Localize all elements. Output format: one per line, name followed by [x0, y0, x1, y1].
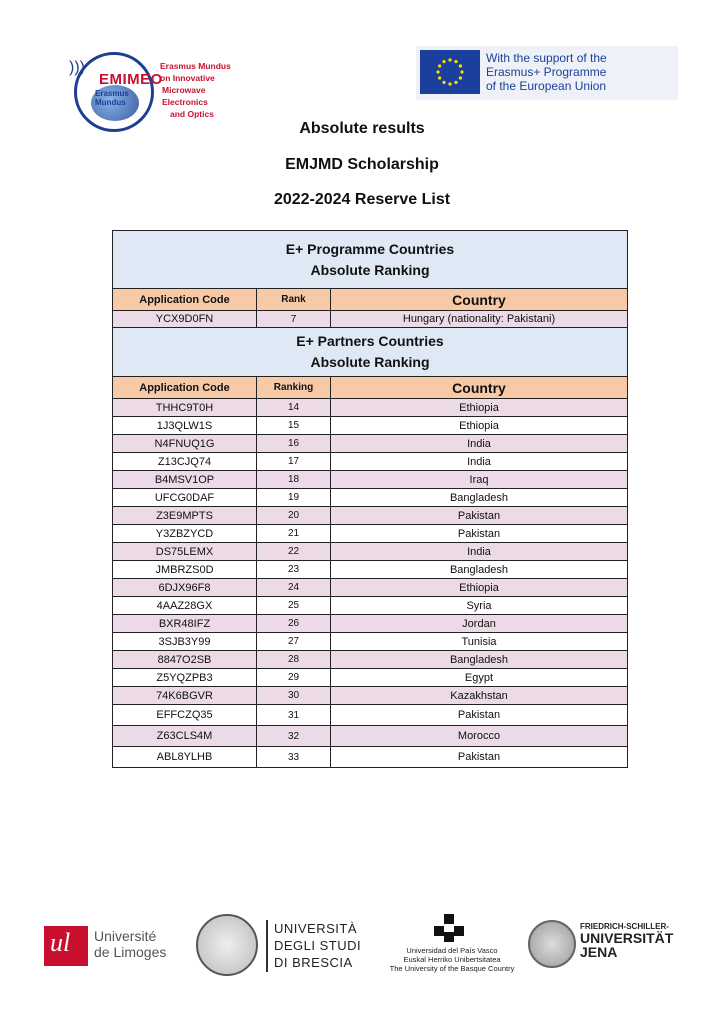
emimeo-sub: Erasmus Mundus: [95, 89, 129, 107]
rank-value: 17: [257, 453, 331, 471]
country-value: Pakistan: [331, 507, 628, 525]
country-value: Iraq: [331, 471, 628, 489]
table-row: [113, 561, 628, 579]
application-code: 6DJX96F8: [113, 579, 257, 597]
rank-value: 33: [257, 747, 331, 768]
jena-university-logo: FRIEDRICH-SCHILLER- UNIVERSITÄT JENA: [528, 918, 678, 972]
partners-countries-table: [112, 327, 628, 768]
table-row: [113, 525, 628, 543]
wifi-icon: ))): [69, 59, 85, 76]
application-code: 74K6BGVR: [113, 687, 257, 705]
rank-value: 27: [257, 633, 331, 651]
column-header-country: Country: [331, 377, 628, 399]
eu-erasmus-logo: [416, 46, 678, 100]
country-value: Pakistan: [331, 705, 628, 726]
partners-section-heading: E+ Partners Countries Absolute Ranking: [113, 328, 628, 377]
universite-limoges-logo: ul Université de Limoges: [44, 922, 184, 968]
brescia-seal-icon: [196, 914, 258, 976]
application-code: Z5YQZPB3: [113, 669, 257, 687]
country-value: Bangladesh: [331, 651, 628, 669]
country-value: India: [331, 453, 628, 471]
table-row: [113, 489, 628, 507]
rank-value: 16: [257, 435, 331, 453]
application-code: JMBRZS0D: [113, 561, 257, 579]
basque-emblem-icon: [432, 914, 466, 942]
table-row: [113, 435, 628, 453]
eu-support-text: With the support of the Erasmus+ Programme of the European Union: [486, 51, 607, 93]
universita-brescia-logo: UNIVERSITÀ DEGLI STUDI DI BRESCIA: [196, 912, 366, 978]
column-header-ranking: Ranking: [257, 377, 331, 399]
title-scholarship: EMJMD Scholarship: [285, 156, 439, 173]
table-row: [113, 471, 628, 489]
application-code: Z3E9MPTS: [113, 507, 257, 525]
application-code: 3SJB3Y99: [113, 633, 257, 651]
country-value: Ethiopia: [331, 399, 628, 417]
eu-flag-icon: [420, 50, 480, 94]
country-value: Syria: [331, 597, 628, 615]
country-value: Hungary (nationality: Pakistani): [331, 311, 628, 328]
rank-value: 28: [257, 651, 331, 669]
title-reserve-list: 2022-2024 Reserve List: [273, 191, 451, 208]
programme-countries-table: [112, 230, 628, 328]
application-code: 8847O2SB: [113, 651, 257, 669]
application-code: ABL8YLHB: [113, 747, 257, 768]
table-row: [113, 633, 628, 651]
application-code: EFFCZQ35: [113, 705, 257, 726]
rank-value: 26: [257, 615, 331, 633]
rank-value: 32: [257, 726, 331, 747]
application-code: 4AAZ28GX: [113, 597, 257, 615]
application-code: Y3ZBZYCD: [113, 525, 257, 543]
table-row: [113, 417, 628, 435]
table-row: [113, 453, 628, 471]
rank-value: 29: [257, 669, 331, 687]
rank-value: 25: [257, 597, 331, 615]
country-value: Morocco: [331, 726, 628, 747]
column-header-country: Country: [331, 289, 628, 311]
rank-value: 15: [257, 417, 331, 435]
rank-value: 20: [257, 507, 331, 525]
limoges-mark-icon: ul: [44, 926, 88, 966]
table-row: [113, 669, 628, 687]
application-code: THHC9T0H: [113, 399, 257, 417]
country-value: Bangladesh: [331, 561, 628, 579]
table-row: [113, 543, 628, 561]
country-value: Kazakhstan: [331, 687, 628, 705]
table-row: [113, 747, 628, 768]
rank-value: 23: [257, 561, 331, 579]
application-code: YCX9D0FN: [113, 311, 257, 328]
country-value: Ethiopia: [331, 417, 628, 435]
table-row: [113, 651, 628, 669]
application-code: UFCG0DAF: [113, 489, 257, 507]
country-value: India: [331, 543, 628, 561]
basque-university-logo: Universidad del País Vasco Euskal Herriko Unibertsitatea The University of the Basque Country: [378, 914, 526, 974]
table-row: [113, 687, 628, 705]
rank-value: 31: [257, 705, 331, 726]
column-header-code: Application Code: [113, 377, 257, 399]
emimeo-name: EMIMEO: [99, 71, 163, 88]
table-row: [113, 507, 628, 525]
country-value: Pakistan: [331, 747, 628, 768]
title-absolute-results: Absolute results: [299, 120, 425, 137]
table-row: [113, 726, 628, 747]
application-code: DS75LEMX: [113, 543, 257, 561]
country-value: Bangladesh: [331, 489, 628, 507]
country-value: Ethiopia: [331, 579, 628, 597]
rank-value: 14: [257, 399, 331, 417]
application-code: 1J3QLW1S: [113, 417, 257, 435]
table-row: [113, 579, 628, 597]
country-value: India: [331, 435, 628, 453]
emimeo-tagline: Erasmus Mundus on Innovative Microwave Electronics and Optics: [160, 61, 231, 119]
application-code: Z13CJQ74: [113, 453, 257, 471]
table-row: [113, 399, 628, 417]
rank-value: 19: [257, 489, 331, 507]
application-code: BXR48IFZ: [113, 615, 257, 633]
table-row: [113, 705, 628, 726]
country-value: Jordan: [331, 615, 628, 633]
rank-value: 21: [257, 525, 331, 543]
application-code: N4FNUQ1G: [113, 435, 257, 453]
table-row: [113, 597, 628, 615]
rank-value: 22: [257, 543, 331, 561]
application-code: B4MSV1OP: [113, 471, 257, 489]
column-header-code: Application Code: [113, 289, 257, 311]
country-value: Tunisia: [331, 633, 628, 651]
table-row: [113, 615, 628, 633]
country-value: Egypt: [331, 669, 628, 687]
rank-value: 24: [257, 579, 331, 597]
rank-value: 30: [257, 687, 331, 705]
application-code: Z63CLS4M: [113, 726, 257, 747]
rank-value: 18: [257, 471, 331, 489]
column-header-rank: Rank: [257, 289, 331, 311]
programme-section-heading: E+ Programme Countries Absolute Ranking: [113, 231, 628, 289]
table-row: [113, 311, 628, 328]
rank-value: 7: [257, 311, 331, 328]
country-value: Pakistan: [331, 525, 628, 543]
jena-seal-icon: [528, 920, 576, 968]
